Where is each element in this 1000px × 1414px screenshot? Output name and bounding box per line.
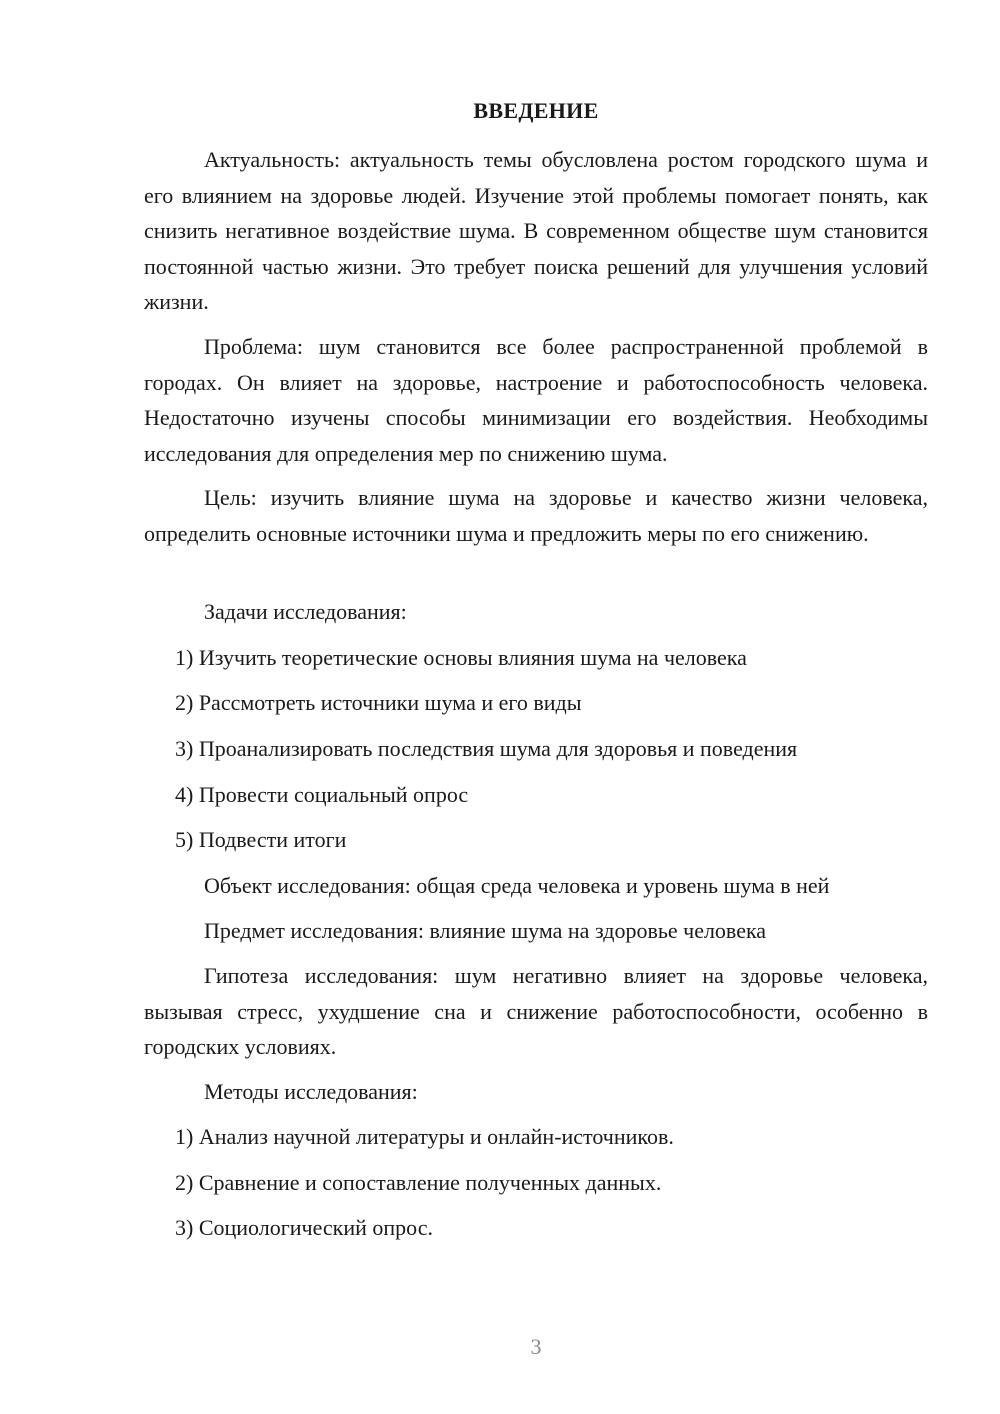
page-number: 3 <box>530 1334 542 1359</box>
object-line: Объект исследования: общая среда человека и уровень шума в ней <box>204 873 830 898</box>
goal-paragraph: Цель: изучить влияние шума на здоровье и качество жизни человека, определить основные источники шума и предложить меры по его снижению. <box>144 485 928 546</box>
task-item-1: 1) Изучить теоретические основы влияния шума на человека <box>175 645 747 670</box>
tasks-heading: Задачи исследования: <box>204 599 407 624</box>
task-item-2: 2) Рассмотреть источники шума и его виды <box>175 690 582 715</box>
task-item-5: 5) Подвести итоги <box>175 827 347 852</box>
problem-paragraph: Проблема: шум становится все более распространенной проблемой в городах. Он влияет на здоровье, настроение и работоспособность человека. Недостаточно изучены способы минимизации его воздействия. Необходимы исследования для определения мер по снижению шума. <box>144 334 928 466</box>
task-item-3: 3) Проанализировать последствия шума для здоровья и поведения <box>175 736 798 761</box>
subject-line: Предмет исследования: влияние шума на здоровье человека <box>204 918 767 943</box>
task-item-4: 4) Провести социальный опрос <box>175 782 469 807</box>
method-item-1: 1) Анализ научной литературы и онлайн-источников. <box>175 1124 674 1149</box>
section-title: ВВЕДЕНИЕ <box>473 98 599 123</box>
relevance-paragraph: Актуальность: актуальность темы обусловлена ростом городского шума и его влиянием на здоровье людей. Изучение этой проблемы помогает понять, как снизить негативное воздействие шума. В современном обществе шум становится постоянной частью жизни. Это требует поиска решений для улучшения условий жизни. <box>144 147 928 314</box>
methods-heading: Методы исследования: <box>204 1079 418 1104</box>
hypothesis-paragraph: Гипотеза исследования: шум негативно влияет на здоровье человека, вызывая стресс, ухудшение сна и снижение работоспособности, особенно в городских условиях. <box>144 963 928 1059</box>
method-item-3: 3) Социологический опрос. <box>175 1215 433 1240</box>
method-item-2: 2) Сравнение и сопоставление полученных данных. <box>175 1170 662 1195</box>
